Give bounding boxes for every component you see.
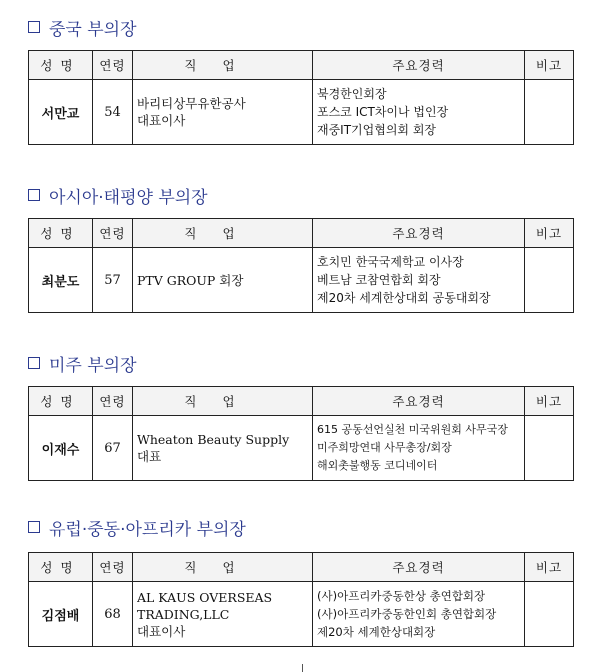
job-line: Wheaton Beauty Supply bbox=[137, 432, 290, 447]
table-header-row bbox=[29, 51, 574, 80]
page-edge-mark bbox=[302, 664, 303, 672]
career-line: 해외촛불행동 코디네이터 bbox=[317, 459, 438, 472]
member-age: 54 bbox=[93, 80, 133, 145]
header-note: 비고 bbox=[525, 387, 574, 416]
table-header-row bbox=[29, 553, 574, 582]
header-career: 주요경력 bbox=[313, 219, 525, 248]
career-line: 미주희망연대 사무총장/회장 bbox=[317, 441, 452, 454]
member-table bbox=[28, 50, 574, 145]
table-row bbox=[29, 248, 574, 313]
header-name: 성명 bbox=[29, 51, 93, 80]
checkbox-icon bbox=[28, 21, 40, 33]
header-job: 직업 bbox=[133, 553, 313, 582]
member-career bbox=[313, 248, 525, 313]
career-line: (사)아프리카중동한상 총연합회장 bbox=[317, 589, 486, 603]
header-name: 성명 bbox=[29, 387, 93, 416]
career-line: 제20차 세계한상대회장 bbox=[317, 625, 436, 639]
member-name: 김점배 bbox=[29, 582, 93, 647]
section-heading bbox=[28, 184, 208, 206]
table-row bbox=[29, 416, 574, 481]
table-header-row bbox=[29, 387, 574, 416]
job-line: 대표 bbox=[137, 449, 162, 464]
table-header-row bbox=[29, 219, 574, 248]
checkbox-icon bbox=[28, 189, 40, 201]
career-line: 재중IT기업협의회 회장 bbox=[317, 123, 437, 137]
member-age: 67 bbox=[93, 416, 133, 481]
header-job: 직업 bbox=[133, 51, 313, 80]
member-note bbox=[525, 582, 574, 647]
header-job: 직업 bbox=[133, 387, 313, 416]
member-name: 이재수 bbox=[29, 416, 93, 481]
career-line: 615 공동선언실천 미국위원회 사무국장 bbox=[317, 423, 508, 436]
career-line: 제20차 세계한상대회 공동대회장 bbox=[317, 291, 491, 305]
header-note: 비고 bbox=[525, 553, 574, 582]
career-line: (사)아프리카중동한인회 총연합회장 bbox=[317, 607, 497, 621]
job-line: 대표이사 bbox=[137, 113, 186, 128]
member-age: 57 bbox=[93, 248, 133, 313]
header-job: 직업 bbox=[133, 219, 313, 248]
header-name: 성명 bbox=[29, 553, 93, 582]
member-job bbox=[133, 582, 313, 647]
member-job bbox=[133, 416, 313, 481]
header-age: 연령 bbox=[93, 553, 133, 582]
career-line: 베트남 코참연합회 회장 bbox=[317, 273, 441, 287]
section-heading bbox=[28, 516, 246, 538]
table-row bbox=[29, 582, 574, 647]
member-name: 최분도 bbox=[29, 248, 93, 313]
header-career: 주요경력 bbox=[313, 553, 525, 582]
career-line: 북경한인회장 bbox=[317, 87, 387, 101]
table-row bbox=[29, 80, 574, 145]
section-title: 아시아·태평양 부의장 bbox=[49, 187, 208, 208]
job-line: 바리티상무유한공사 bbox=[137, 96, 246, 111]
member-job bbox=[133, 80, 313, 145]
header-age: 연령 bbox=[93, 219, 133, 248]
job-line: TRADING,LLC bbox=[137, 606, 230, 622]
header-age: 연령 bbox=[93, 387, 133, 416]
section-title: 유럽·중동·아프리카 부의장 bbox=[49, 519, 246, 540]
member-career bbox=[313, 416, 525, 481]
job-line: 대표이사 bbox=[137, 623, 186, 639]
section-title: 중국 부의장 bbox=[49, 19, 137, 40]
header-note: 비고 bbox=[525, 219, 574, 248]
member-job bbox=[133, 248, 313, 313]
header-name: 성명 bbox=[29, 219, 93, 248]
member-note bbox=[525, 248, 574, 313]
job-line: AL KAUS OVERSEAS bbox=[137, 589, 273, 605]
header-career: 주요경력 bbox=[313, 387, 525, 416]
checkbox-icon bbox=[28, 521, 40, 533]
career-line: 호치민 한국국제학교 이사장 bbox=[317, 255, 464, 269]
member-note bbox=[525, 80, 574, 145]
career-line: 포스코 ICT차이나 법인장 bbox=[317, 105, 449, 119]
member-name: 서만교 bbox=[29, 80, 93, 145]
member-age: 68 bbox=[93, 582, 133, 647]
job-line: PTV GROUP 회장 bbox=[137, 272, 244, 288]
section-heading bbox=[28, 16, 137, 38]
header-career: 주요경력 bbox=[313, 51, 525, 80]
member-table bbox=[28, 386, 574, 481]
member-table bbox=[28, 552, 574, 647]
section-heading bbox=[28, 352, 137, 374]
member-career bbox=[313, 80, 525, 145]
member-table bbox=[28, 218, 574, 313]
section-title: 미주 부의장 bbox=[49, 355, 137, 376]
member-note bbox=[525, 416, 574, 481]
header-note: 비고 bbox=[525, 51, 574, 80]
header-age: 연령 bbox=[93, 51, 133, 80]
member-career bbox=[313, 582, 525, 647]
checkbox-icon bbox=[28, 357, 40, 369]
